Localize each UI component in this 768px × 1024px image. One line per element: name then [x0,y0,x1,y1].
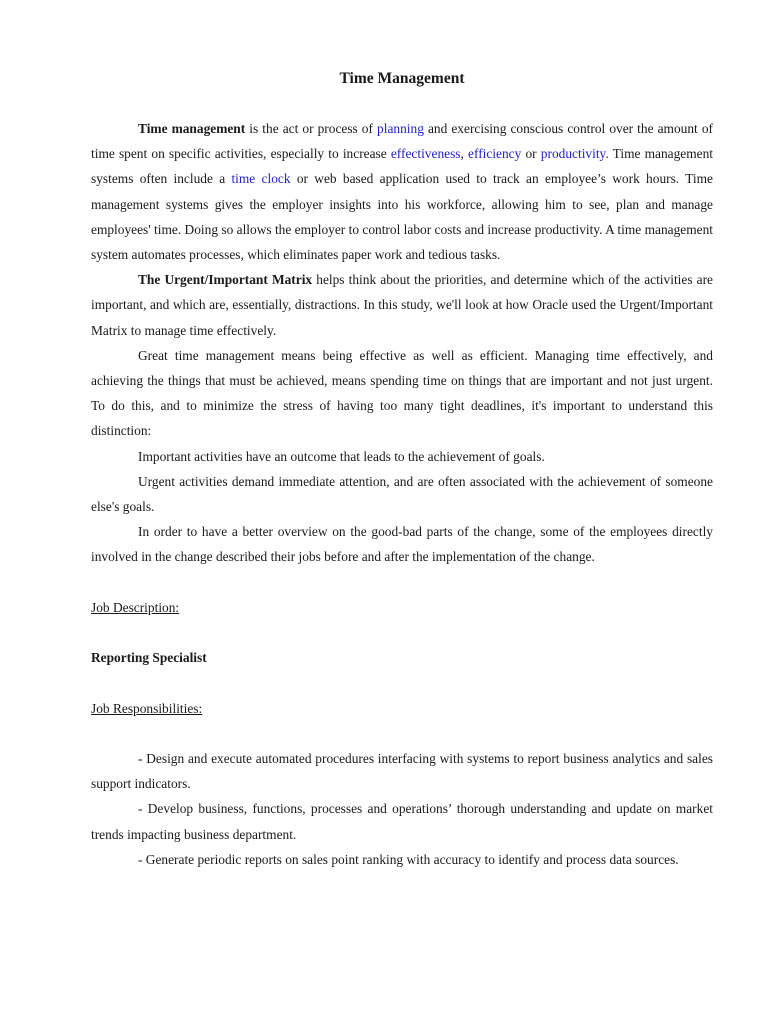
job-title: Reporting Specialist [91,650,207,666]
text-segment: is the act or process of [245,121,378,136]
responsibility-item: - Generate periodic reports on sales point ranking with accuracy to identify and process data sources. [138,851,679,867]
term-urgent-important-matrix: The Urgent/Important Matrix [138,272,313,288]
text-segment: helps think about the priorities, and determine which of the activities are important, and which are, essentially, distractions. In this study, we'll look at how Oracle used the Urgent/Important Matrix to manage time effectively. [91,272,714,338]
text-segment: and exercising conscious control over the amount of time spent on specific activities, especially to increase [91,121,713,162]
paragraph-overview-change: In order to have a better overview on the good-bad parts of the change, some of the employees directly involved in the change described their jobs before and after the implementation of the change. [91,524,713,565]
text-segment: . Time management systems often include a [91,146,714,187]
link-productivity[interactable]: productivity [540,146,606,162]
term-time-management: Time management [138,121,246,136]
spacer [91,570,713,595]
document-title: Time Management [339,70,465,87]
link-time-clock[interactable]: time clock [231,171,291,187]
spacer [91,721,713,746]
paragraph-great-time-management: Great time management means being effective as well as efficient. Managing time effectively, and achieving the things that must be achieved, means spending time on things that are important and not just urgent. To do this, and to minimize the stress of having too many tight deadlines, it's important to understand this distinction: [91,347,713,439]
paragraph-time-management [91,116,713,267]
link-efficiency[interactable]: efficiency [468,146,522,162]
text-segment: , [460,146,469,162]
job-responsibilities-heading: Job Responsibilities: [91,700,203,716]
text-segment: or web based application used to track an employee’s work hours. Time management systems gives the employer insights into his workforce, allowing him to see, plan and manage employees' time. Doing so allows the employer to control labor costs and increase productivity. A time management system automates processes, which eliminates paper work and tedious tasks. [91,171,713,263]
paragraph-urgent-activities: Urgent activities demand immediate attention, and are often associated with the achievement of someone else's goals. [91,473,713,515]
link-effectiveness[interactable]: effectiveness [390,146,461,162]
responsibility-item: - Design and execute automated procedures interfacing with systems to report business analytics and sales support indicators. [91,751,713,792]
text-segment: or [521,146,541,162]
paragraph-important-activities: Important activities have an outcome that leads to the achievement of goals. [138,448,545,464]
spacer [91,670,713,695]
document-page [91,66,713,872]
job-description-heading: Job Description: [91,599,180,615]
responsibility-item: - Develop business, functions, processes and operations’ thorough understanding and update on market trends impacting business department. [91,801,713,842]
spacer [91,620,713,645]
link-planning[interactable]: planning [377,121,424,136]
paragraph-urgent-important-matrix [91,267,713,343]
